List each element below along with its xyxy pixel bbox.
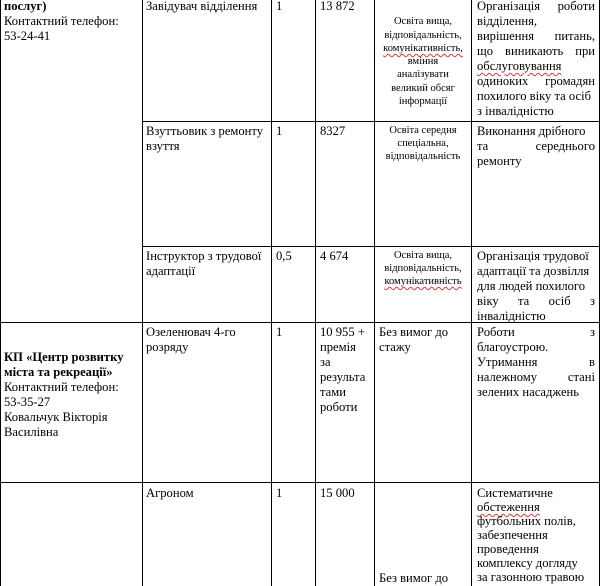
row3-duty-word: віку bbox=[477, 294, 499, 308]
row-divider-2 bbox=[142, 246, 600, 247]
row1-requirement-line: вміння bbox=[407, 56, 439, 67]
org1-phone-label: Контактний телефон: bbox=[4, 14, 119, 28]
row4-duty-line bbox=[477, 371, 595, 384]
row1-duty-word: вирішення bbox=[477, 29, 535, 43]
row4-rate: 1 bbox=[276, 325, 283, 339]
row2-duty-line bbox=[477, 140, 595, 153]
row5-duty-line: футбольних полів, bbox=[477, 514, 576, 528]
row2-requirement-line: спеціальна, bbox=[397, 138, 449, 149]
row3-duty-word: осіб bbox=[548, 294, 571, 308]
row4-duty-word: належному bbox=[477, 370, 538, 384]
row3-salary: 4 674 bbox=[320, 249, 349, 263]
row3-duty-word: з bbox=[589, 294, 595, 308]
row1-requirement-line: комунікативність, bbox=[383, 43, 463, 54]
row1-duty-word: громадян bbox=[545, 74, 595, 88]
row2-duty-word: та bbox=[477, 139, 489, 153]
row3-duty-line: адаптації та дозвілля bbox=[477, 264, 590, 278]
row1-duty-word: при bbox=[575, 44, 595, 58]
row5-duty-line: Систематичне bbox=[477, 486, 553, 500]
row4-duty-word: Роботи bbox=[477, 325, 515, 339]
row4-position-line: Озеленювач 4-го bbox=[146, 325, 236, 339]
row1-salary: 13 872 bbox=[320, 0, 355, 13]
row4-duty-line bbox=[477, 356, 595, 369]
row3-duty-line: для людей похилого bbox=[477, 279, 586, 293]
row1-duty-line: обслуговування bbox=[477, 59, 562, 73]
row2-position-line: Взуттьовик з ремонту bbox=[146, 124, 264, 138]
org2-contact-line2: Василівна bbox=[4, 425, 59, 439]
row1-requirement-line: аналізувати bbox=[397, 69, 449, 80]
row5-duty-line: комплексу догляду bbox=[477, 556, 578, 570]
row4-salary-line: за bbox=[320, 355, 331, 369]
row3-duty-word: та bbox=[518, 294, 530, 308]
row4-position-line: розряду bbox=[146, 340, 189, 354]
row4-requirement-line: Без вимог до bbox=[379, 325, 449, 339]
row3-rate: 0,5 bbox=[276, 249, 292, 263]
row5-salary: 15 000 bbox=[320, 486, 355, 500]
row1-duty-word: що bbox=[477, 44, 493, 58]
row5-rate: 1 bbox=[276, 486, 283, 500]
row1-duty-word: питань, bbox=[554, 29, 595, 43]
row2-rate: 1 bbox=[276, 124, 283, 138]
row1-requirement-line: великий обсяг bbox=[391, 83, 455, 94]
column-divider-org bbox=[142, 0, 143, 586]
row2-salary: 8327 bbox=[320, 124, 346, 138]
row1-duty-line bbox=[477, 30, 595, 43]
row1-requirement-line: інформації bbox=[398, 96, 448, 107]
row4-duty-word: Утримання bbox=[477, 355, 538, 369]
row1-duty-word: роботи bbox=[557, 0, 595, 13]
row5-duty-line: забезпечення bbox=[477, 528, 548, 542]
row4-requirement-line: стажу bbox=[379, 340, 411, 354]
org2-name-line2: міста та рекреації» bbox=[4, 365, 113, 379]
row4-duty-line: благоустрою. bbox=[477, 340, 549, 354]
row2-position-line: взуття bbox=[146, 139, 180, 153]
row2-requirement-line: відповідальність bbox=[385, 151, 461, 162]
org2-phone: 53-35-27 bbox=[4, 395, 51, 409]
row5-duty-line: проведення bbox=[477, 542, 539, 556]
row-divider-4 bbox=[0, 482, 600, 483]
row1-duty-line bbox=[477, 75, 595, 88]
row1-duty-word: одиноких bbox=[477, 74, 529, 88]
row4-salary-line: тами bbox=[320, 385, 346, 399]
row3-duty-line: інвалідністю bbox=[477, 309, 546, 323]
row1-duty-line: з інвалідністю bbox=[477, 104, 554, 118]
row4-salary-line: 10 955 + bbox=[320, 325, 365, 339]
row5-duty-line: обстеження bbox=[477, 500, 540, 514]
row2-duty-line: ремонту bbox=[477, 154, 522, 168]
row4-salary-line: результа bbox=[320, 370, 366, 384]
row1-duty-line bbox=[477, 45, 595, 58]
row5-duty-line: за газонною травою bbox=[477, 570, 585, 584]
org2-phone-label: Контактний телефон: bbox=[4, 380, 119, 394]
row4-duty-word: в bbox=[589, 355, 595, 369]
org2-name-line1: КП «Центр розвитку bbox=[4, 350, 124, 364]
row4-duty-word: стані bbox=[567, 370, 595, 384]
org2-contact-line1: Ковальчук Вікторія bbox=[4, 410, 108, 424]
column-divider-rate bbox=[315, 0, 316, 586]
column-divider-position bbox=[271, 0, 272, 586]
row1-duty-line: відділення, bbox=[477, 14, 538, 28]
row3-position-line: Інструктор з трудової bbox=[146, 249, 262, 263]
row2-requirement-line: Освіта середня bbox=[389, 125, 457, 136]
row-divider-1 bbox=[142, 121, 600, 122]
row2-duty-line: Виконання дрібного bbox=[477, 124, 586, 138]
row1-position: Завідувач відділення bbox=[146, 0, 258, 13]
row3-position-line: адаптації bbox=[146, 264, 196, 278]
row3-requirement-line: Освіта вища, bbox=[393, 250, 453, 261]
row1-duty-line bbox=[477, 0, 595, 13]
column-divider-requirements bbox=[471, 0, 472, 586]
row3-duty-line bbox=[477, 295, 595, 308]
row1-requirement-line: Освіта вища, bbox=[393, 16, 453, 27]
row4-duty-line bbox=[477, 326, 595, 339]
row1-duty-word: Організація bbox=[477, 0, 540, 13]
row3-duty-line: Організація трудової bbox=[477, 249, 589, 263]
row5-requirement-line: Без вимог до bbox=[379, 571, 449, 585]
org1-phone: 53-24-41 bbox=[4, 29, 51, 43]
row1-duty-line: похилого віку та осіб bbox=[477, 89, 591, 103]
row4-duty-line: зелених насаджень bbox=[477, 385, 580, 399]
row4-salary-line: премія bbox=[320, 340, 356, 354]
row3-requirement-line: відповідальність, bbox=[384, 263, 462, 274]
row3-requirement-line: комунікативність bbox=[384, 276, 462, 287]
org1-name-tail: послуг) bbox=[4, 0, 47, 13]
row4-salary-line: роботи bbox=[320, 400, 358, 414]
row1-rate: 1 bbox=[276, 0, 283, 13]
row2-duty-word: середнього bbox=[535, 139, 595, 153]
row1-duty-word: виникають bbox=[505, 44, 564, 58]
table-border-left bbox=[0, 0, 1, 586]
row5-position: Агроном bbox=[146, 486, 194, 500]
row1-requirement-line: відповідальність, bbox=[384, 30, 462, 41]
row4-duty-word: з bbox=[590, 325, 595, 339]
